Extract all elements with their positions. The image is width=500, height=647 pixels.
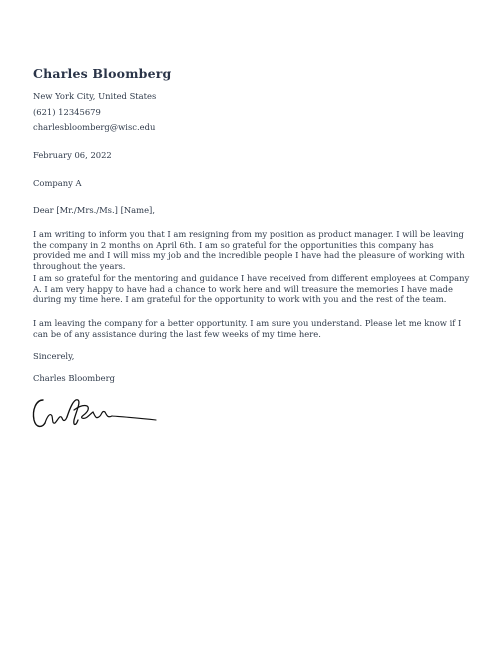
salutation: Dear [Mr./Mrs./Ms.] [Name], [33,205,155,215]
body-paragraph-3: I am leaving the company for a better opportunity. I am sure you understand. Please let me know if I can be of any assistance during the last few weeks of my time here. [33,318,462,339]
sender-name: Charles Bloomberg [33,66,172,81]
body-paragraph-1: I am writing to inform you that I am resigning from my position as product manager. I will be leaving the company in 2 months on April 6th. I am so grateful for the opportunities this company has provided me and I will miss my job and the incredible people I have had the pleasure of working with throughout the years. [33,229,465,271]
closing: Sincerely, [33,351,75,361]
body-paragraph-2: I am so grateful for the mentoring and guidance I have received from different employees at Company A. I am very happy to have had a chance to work here and will treasure the memories I have made during my time here. I am grateful for the opportunity to work with you and the rest of the team. [33,273,470,305]
sender-address: New York City, United States [33,91,157,101]
signed-name: Charles Bloomberg [33,373,115,383]
sender-phone: (621) 12345679 [33,107,101,117]
sender-email: charlesbloomberg@wisc.edu [33,122,156,132]
letter-date: February 06, 2022 [33,150,112,160]
handwritten-signature [30,390,160,438]
recipient-company: Company A [33,178,82,188]
